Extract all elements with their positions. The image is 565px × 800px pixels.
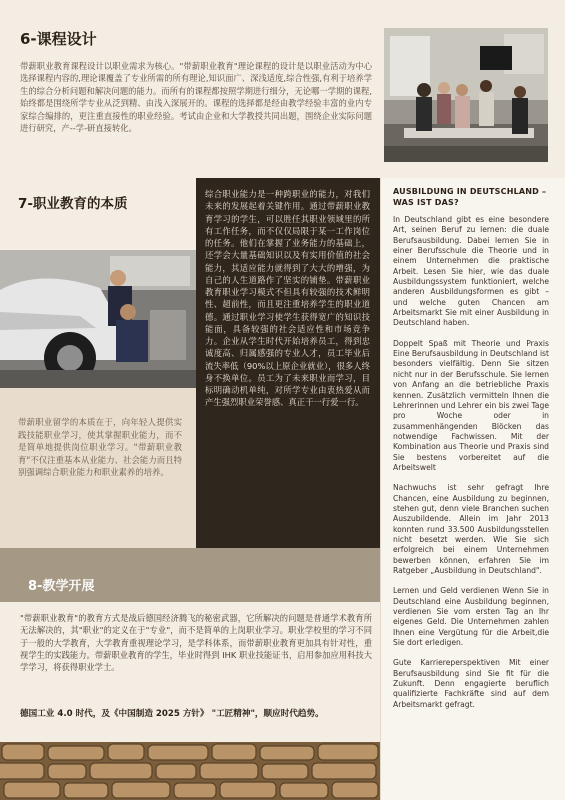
section-6-title: 6-课程设计 [20, 30, 97, 48]
section-7-summary-box [0, 388, 196, 548]
german-paragraph-theory-practice: Doppelt Spaß mit Theorie und Praxis Eine Berufsausbildung in Deutschland ist besonders vielfältig. Denn Sie sitzen nicht nur in der Berufsschule. Sie lernen von Anfang an die betriebliche Praxis kennen. Zusätzlich vermitteln Ihnen die Lehrerinnen und Lehrer ein bis zwei Tage pro Woche oder in zusammenhängenden Blöcken das notwendige Fachwissen. Mit der Kombination aus Theorie und Praxis sind Sie bestens vorbereitet auf die Arbeitswelt [393, 338, 549, 472]
german-paragraph-earning: Lernen und Geld verdienen Wenn Sie in Deutschland eine Ausbildung beginnen, verdienen Sie vom ersten Tag an Ihr eigenes Geld. Die Unternehmen zahlen Ihnen eine Vergütung für die Arbeit,die Sie dort erledigen. [393, 586, 549, 648]
section-8-body: "带薪职业教育"的教育方式是战后德国经济腾飞的秘密武器，它所解决的问题是普通学术教育所无法解决的，其"职业"的定义在于"专业"，而不是简单的上岗职业学习。职业学校里的学习不同于一般的大学教育，大学教育重视理论学习，是学科体系，而带薪职业教育更加具有针对性，重视学生的实践能力。带薪职业教育的学生，毕业时得到 IHK 职业技能证书，启用参加应用科技大学学习，将获得职业学士。 [20, 613, 372, 673]
section-7-summary-text: 带薪职业留学的本质在于，向年轻人提供实践技能职业学习，使其掌握职业能力，而不是简单地提供岗位职业学习。"带薪职业教育"不仅注重基本从业能力、社会能力而且特别强调综合职业能力和职业素养的培养。 [18, 417, 182, 478]
workshop-photo [0, 250, 196, 388]
classroom-photo [384, 28, 548, 162]
section-6-body: 带薪职业教育课程设计以职业需求为核心。"带薪职业教育"理论课程的设计是以职业活动为中心选择课程内容的,理论课覆盖了专业所需的所有理论,知识面广、深浅适度,综合性强,有利于培养学生的综合分析问题和解决问题的能力。而所有的课程都按照学期进行细分，无论哪一学期的课程,始终都是围绕所学专业从泛到精、由浅入深展开的。课程的选择都是经由教学经验丰富的业内专家综合编排的，更注重直接性的职业经验。考试由企业和大学教授共同出题，围绕企业实际问题进行研究，产--学-研直接转化。 [20, 61, 372, 134]
section-8-conclusion: 德国工业 4.0 时代，及《中国制造 2025 方针》 "工匠精神"，顺应时代趋势。 [20, 709, 324, 719]
german-paragraph-career: Gute Karriereperspektiven Mit einer Berufsausbildung sind Sie fit für die Zukunft. Denn engagierte beruflich qualifizierte Fachkräfte sind auf dem Arbeitsmarkt gefragt. [393, 658, 549, 709]
german-paragraph-demand: Nachwuchs ist sehr gefragt Ihre Chancen, eine Ausbildung zu beginnen, stehen gut, denn viele Branchen suchen Auszubildende. Allein im Jahr 2013 konnten rund 33.500 Ausbildungsstellen nicht besetzt werden. Wie Sie sich erfolgreich bei einem Unternehmen bewerben können, erfahren Sie im Ratgeber „Ausbildung in Deutschland". [393, 483, 549, 575]
section-8-title: 8-教学开展 [28, 579, 95, 594]
stone-wall-image [0, 742, 380, 800]
german-paragraph-intro: In Deutschland gibt es eine besondere Art, seinen Beruf zu lernen: die duale Berufsausbildung. Dabei lernen Sie in einer Berufsschule die Theorie und in einem Unternehmen die praktische Arbeit. Lesen Sie hier, wie das duale Ausbildungssystem funktioniert, welche anderen Ausbildungsformen es gibt – und welche guten Chancen am Arbeitsmarkt Sie mit einer Ausbildung in Deutschland haben. [393, 215, 549, 328]
section-7-title: 7-职业教育的本质 [18, 196, 128, 212]
competence-text: 综合职业能力是一种跨职业的能力，对我们未来的发展起着关键作用。通过带薪职业教育学习的学生，可以胜任其职业领域里的所有工作任务，而不仅仅局限于某一工作岗位的任务。他们在掌握了业务能力的基础上，还学会大量基础知识以及有实用价值的社会能力，其适应能力就得到了大大的增强，为自己的人生道路作了坚实的铺垫。带薪职业教育职业学习模式不但具有较强的技术鲜明性、超前性，而且更注重培养学生的职业道德。通过职业学习使学生获得宽广的知识技能面，具备较强的社会适应性和市场竞争力。企业从学生时代开始培养员工，得到忠诚度高、归属感强的专业人才，员工毕业后流失率低（90%以上原企业就业），很多人终身不换单位。员工为了未来职业而学习，目标明确动机单纯，对所学专业由衷热爱从而产生强烈职业荣誉感、真正干一行爱一行。 [205, 189, 370, 408]
competence-column [196, 178, 380, 548]
german-info-column [380, 178, 565, 800]
german-info-title: AUSBILDUNG IN DEUTSCHLAND – WAS IST DAS? [393, 187, 547, 207]
